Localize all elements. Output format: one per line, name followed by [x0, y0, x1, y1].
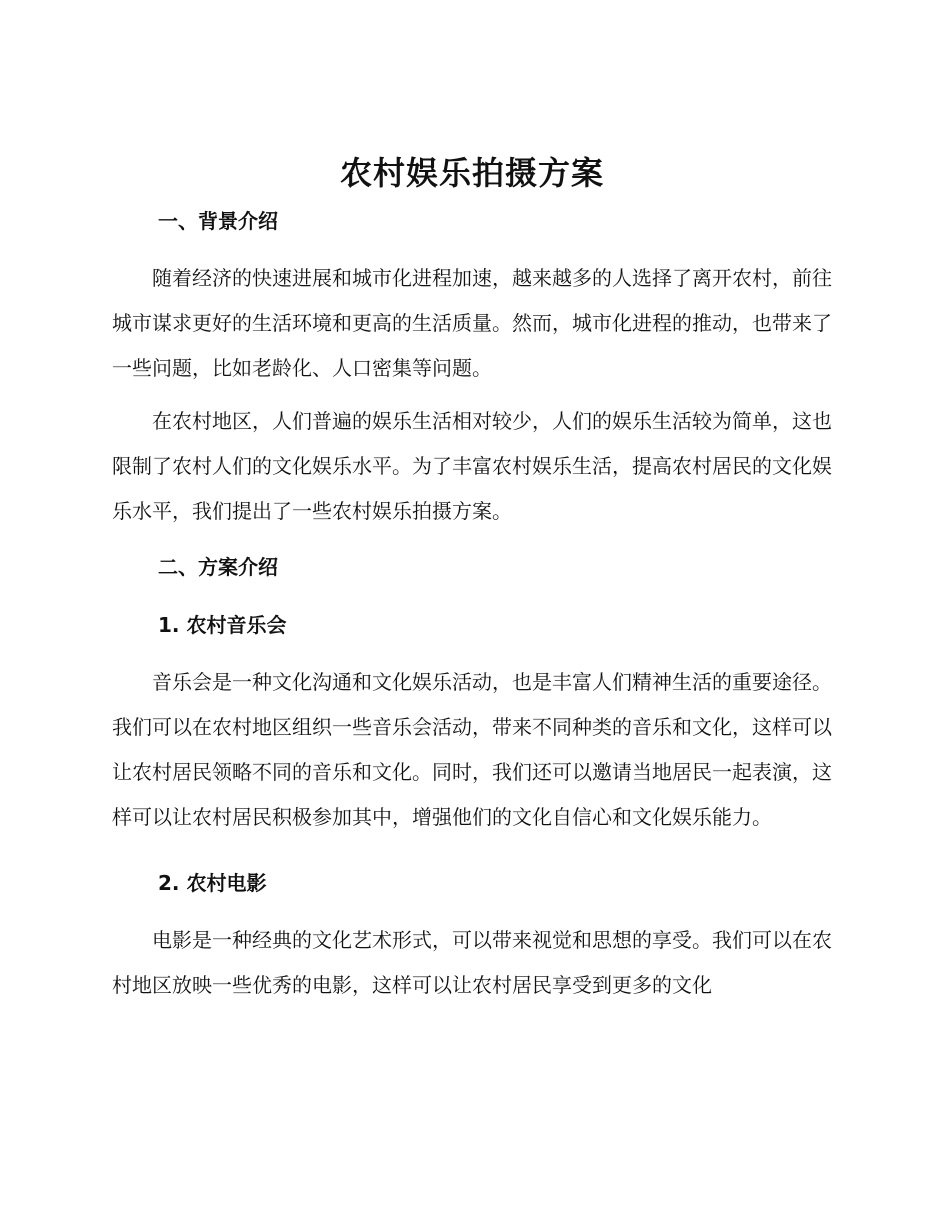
item-heading-concert: 1. 农村音乐会	[158, 613, 287, 637]
movie-paragraph: 电影是一种经典的文化艺术形式，可以带来视觉和思想的享受。我们可以在农村地区放映一些优秀的电影，这样可以让农村居民享受到更多的文化	[112, 928, 832, 997]
background-paragraph-1: 随着经济的快速进展和城市化进程加速，越来越多的人选择了离开农村，前往城市谋求更好的生活环境和更高的生活质量。然而，城市化进程的推动，也带来了一些问题，比如老龄化、人口密集等问题。	[112, 266, 832, 380]
document-body	[112, 150, 832, 1008]
document-title: 农村娱乐拍摄方案	[339, 154, 604, 192]
section-heading-plan: 二、方案介绍	[158, 555, 278, 579]
concert-paragraph: 音乐会是一种文化沟通和文化娱乐活动，也是丰富人们精神生活的重要途径。我们可以在农村地区组织一些音乐会活动，带来不同种类的音乐和文化，这样可以让农村居民领略不同的音乐和文化。同时，我们还可以邀请当地居民一起表演，这样可以让农村居民积极参加其中，增强他们的文化自信心和文化娱乐能力。	[112, 670, 832, 829]
section-heading-background: 一、背景介绍	[158, 209, 278, 233]
background-paragraph-2: 在农村地区，人们普遍的娱乐生活相对较少，人们的娱乐生活较为简单，这也限制了农村人们的文化娱乐水平。为了丰富农村娱乐生活，提高农村居民的文化娱乐水平，我们提出了一些农村娱乐拍摄方案。	[112, 409, 832, 523]
item-heading-movie: 2. 农村电影	[158, 871, 267, 895]
